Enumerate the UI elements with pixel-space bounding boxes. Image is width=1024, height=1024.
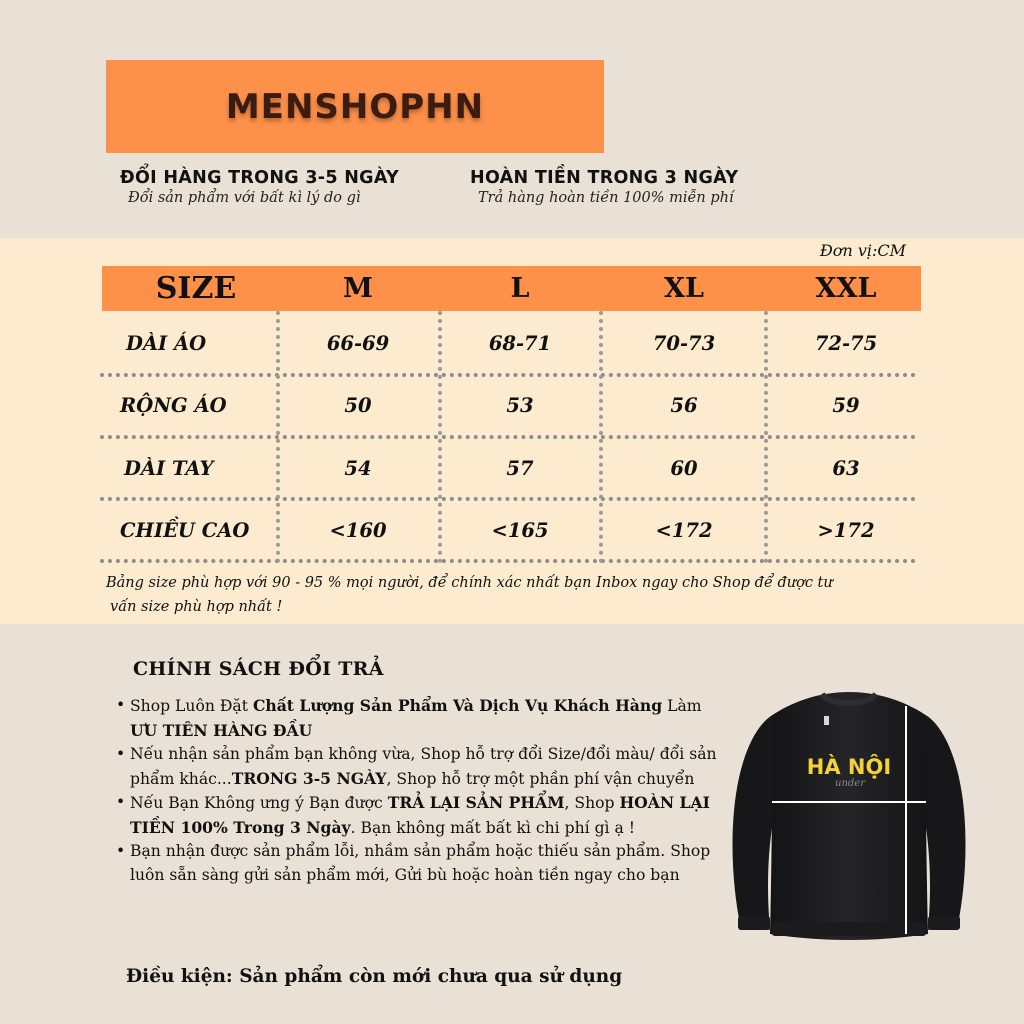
cell-xxl: 63 <box>832 456 860 480</box>
policy-list <box>112 694 732 887</box>
promo-title: HOÀN TIỀN TRONG 3 NGÀY <box>470 168 739 188</box>
header-l: L <box>510 273 530 304</box>
policy-text: Nếu nhận sản phẩm bạn không vừa, Shop hỗ trợ đổi Size/đổi màu/ đổi sản phẩm khác... <box>130 745 717 788</box>
cell-xl: 70-73 <box>652 331 716 355</box>
column-divider <box>438 311 442 563</box>
policy-emphasis: HOÀN LẠI TIỀN 100% Trong 3 Ngày <box>130 793 710 837</box>
sweatshirt-icon <box>726 684 972 946</box>
policy-title: CHÍNH SÁCH ĐỔI TRẢ <box>133 658 384 680</box>
column-divider <box>276 311 280 563</box>
cell-l: 68-71 <box>488 331 552 355</box>
policy-item <box>112 840 732 887</box>
cell-m: 50 <box>344 393 372 417</box>
policy-emphasis: ƯU TIÊN HÀNG ĐẦU <box>130 720 313 740</box>
policy-text: , Shop hỗ trợ một phần phí vận chuyển <box>386 769 695 788</box>
table-row <box>102 313 921 373</box>
column-divider <box>599 311 603 563</box>
policy-text: Shop Luôn Đặt <box>130 697 253 715</box>
promo-exchange <box>120 168 399 206</box>
size-note <box>106 571 916 619</box>
policy-text: Bạn nhận được sản phẩm lỗi, nhầm sản phẩm hoặc thiếu sản phẩm. Shop luôn sẵn sàng gửi sản phẩm mới, Gửi bù hoặc hoàn tiền ngay cho bạn <box>130 842 711 884</box>
promo-subtitle: Đổi sản phẩm với bất kì lý do gì <box>128 190 361 206</box>
cell-m: <160 <box>329 518 387 542</box>
table-row <box>102 438 921 498</box>
column-divider <box>764 311 768 563</box>
row-divider <box>100 497 916 501</box>
policy-text: , Shop <box>564 794 620 812</box>
unit-label: Đơn vị:CM <box>819 241 906 260</box>
header-m: M <box>343 273 373 304</box>
policy-emphasis: TRẢ LẠI SẢN PHẨM <box>387 793 565 812</box>
row-label: DÀI ÁO <box>126 331 207 355</box>
header-xl: XL <box>664 273 704 304</box>
policy-item <box>112 791 732 840</box>
brand-name: MENSHOPHN <box>225 86 485 127</box>
table-row <box>102 500 921 560</box>
cell-l: <165 <box>491 518 549 542</box>
policy-text: Nếu Bạn Không ưng ý Bạn được <box>130 794 388 812</box>
size-note-line: Bảng size phù hợp với 90 - 95 % mọi người, để chính xác nhất bạn Inbox ngay cho Shop để được tư <box>106 575 833 591</box>
cell-xxl: 59 <box>832 393 860 417</box>
print-text: HÀ NỘI <box>806 755 892 779</box>
header-size: SIZE <box>155 271 237 306</box>
header-xxl: XXL <box>815 273 877 304</box>
size-note-line: vấn size phù hợp nhất ! <box>110 599 283 615</box>
policy-item <box>112 743 732 791</box>
policy-emphasis: TRONG 3-5 NGÀY <box>231 768 387 788</box>
print-script: under <box>835 778 865 789</box>
cell-l: 57 <box>506 456 534 480</box>
condition-note: Điều kiện: Sản phẩm còn mới chưa qua sử dụng <box>126 966 623 987</box>
policy-emphasis: Chất Lượng Sản Phẩm Và Dịch Vụ Khách Hàng <box>252 696 663 715</box>
row-divider <box>100 373 916 377</box>
cell-xl: 60 <box>670 456 698 480</box>
header-band <box>0 0 1024 238</box>
policy-text: Làm <box>662 697 702 715</box>
cell-xxl: >172 <box>817 518 875 542</box>
table-row <box>102 375 921 435</box>
cell-xxl: 72-75 <box>814 331 878 355</box>
policy-text: . Bạn không mất bất kì chi phí gì ạ ! <box>350 818 636 837</box>
cell-m: 66-69 <box>326 331 390 355</box>
brand-banner <box>106 60 604 153</box>
cell-l: 53 <box>506 393 534 417</box>
policy-item <box>112 694 732 743</box>
cell-m: 54 <box>344 456 372 480</box>
row-label: DÀI TAY <box>124 456 214 480</box>
size-table-header <box>102 266 921 311</box>
promo-subtitle: Trả hàng hoàn tiền 100% miễn phí <box>478 190 734 206</box>
row-divider <box>100 559 916 563</box>
promo-title: ĐỔI HÀNG TRONG 3-5 NGÀY <box>120 168 399 188</box>
row-label: RỘNG ÁO <box>120 393 227 417</box>
row-label: CHIỀU CAO <box>120 518 250 542</box>
promo-refund <box>470 168 738 206</box>
cell-xl: <172 <box>655 518 713 542</box>
cell-xl: 56 <box>670 393 698 417</box>
row-divider <box>100 435 916 439</box>
